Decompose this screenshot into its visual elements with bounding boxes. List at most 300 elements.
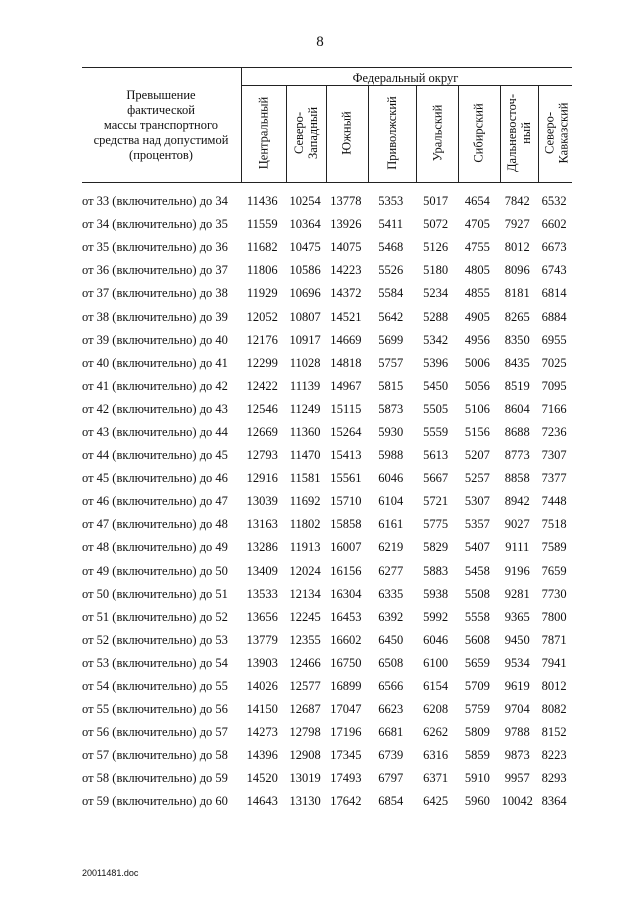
table-cell: 10364 — [289, 217, 321, 232]
table-cell: 12355 — [289, 632, 321, 647]
table-row — [82, 560, 572, 583]
table-row — [82, 213, 572, 236]
table-cell: 5938 — [423, 586, 449, 601]
table-cell: 7518 — [541, 517, 567, 532]
table-cell: 5910 — [464, 771, 490, 786]
table-cell: 7589 — [541, 540, 567, 555]
table-cell: 13778 — [330, 194, 362, 209]
table-cell: 16156 — [330, 563, 362, 578]
table-row — [82, 698, 572, 721]
table-cell: 17642 — [330, 794, 362, 809]
table-cell: 5659 — [464, 655, 490, 670]
table-cell: 5458 — [464, 563, 490, 578]
table-cell: 14075 — [330, 240, 362, 255]
table-cell: 5930 — [378, 424, 404, 439]
row-label: от 36 (включительно) до 37 — [82, 263, 228, 278]
table-cell: 12024 — [289, 563, 321, 578]
table-cell: 5559 — [423, 424, 449, 439]
page-number: 8 — [316, 34, 324, 50]
table-cell: 5859 — [464, 748, 490, 763]
table-cell: 5450 — [423, 378, 449, 393]
table-cell: 8519 — [504, 378, 530, 393]
table-cell: 11028 — [289, 355, 321, 370]
table-cell: 5721 — [423, 494, 449, 509]
table-cell: 4956 — [464, 332, 490, 347]
table-cell: 15264 — [330, 424, 362, 439]
table-cell: 17345 — [330, 748, 362, 763]
table-row — [82, 721, 572, 744]
header-left-line: фактической — [127, 103, 195, 117]
table-cell: 5992 — [423, 609, 449, 624]
table-cell: 12134 — [289, 586, 321, 601]
district-header-text — [385, 96, 399, 170]
table-cell: 12687 — [289, 702, 321, 717]
row-label: от 55 (включительно) до 56 — [82, 702, 228, 717]
table-cell: 14818 — [330, 355, 362, 370]
table-cell: 5126 — [423, 240, 449, 255]
table-cell: 7307 — [541, 448, 567, 463]
table-cell: 9365 — [504, 609, 530, 624]
district-header-text — [542, 103, 570, 164]
district-header-line: Кавказский — [556, 102, 570, 164]
row-label: от 49 (включительно) до 50 — [82, 563, 228, 578]
table-cell: 5608 — [464, 632, 490, 647]
table-cell: 11581 — [289, 471, 321, 486]
table-cell: 8181 — [504, 286, 530, 301]
table-cell: 10042 — [501, 794, 533, 809]
header-column-divider — [286, 85, 287, 182]
table-row — [82, 536, 572, 559]
district-header-line: Уральский — [430, 104, 445, 162]
table-cell: 11929 — [246, 286, 278, 301]
table-cell: 8012 — [504, 240, 530, 255]
table-cell: 8942 — [504, 494, 530, 509]
table-cell: 6392 — [378, 609, 404, 624]
district-header — [240, 86, 286, 180]
table-cell: 6884 — [541, 309, 567, 324]
table-cell: 5960 — [464, 794, 490, 809]
table-cell: 10586 — [289, 263, 321, 278]
table-cell: 5809 — [464, 725, 490, 740]
table-cell: 17047 — [330, 702, 362, 717]
table-cell: 5006 — [464, 355, 490, 370]
table-row — [82, 606, 572, 629]
table-cell: 16304 — [330, 586, 362, 601]
district-header-line: Приволжский — [385, 96, 399, 170]
table-cell: 8435 — [504, 355, 530, 370]
table-cell: 15710 — [330, 494, 362, 509]
header-column-divider — [500, 85, 501, 182]
row-label: от 56 (включительно) до 57 — [82, 725, 228, 740]
header-column-divider — [538, 85, 539, 182]
table-cell: 8364 — [541, 794, 567, 809]
table-cell: 12577 — [289, 679, 321, 694]
table-cell: 6335 — [378, 586, 404, 601]
table-cell: 12793 — [246, 448, 278, 463]
table-cell: 6100 — [423, 655, 449, 670]
table-cell: 13163 — [246, 517, 278, 532]
table-cell: 8152 — [541, 725, 567, 740]
table-cell: 5988 — [378, 448, 404, 463]
table-cell: 15561 — [330, 471, 362, 486]
table-cell: 16602 — [330, 632, 362, 647]
table-cell: 5558 — [464, 609, 490, 624]
table-cell: 6219 — [378, 540, 404, 555]
table-cell: 12908 — [289, 748, 321, 763]
table-cell: 5526 — [378, 263, 404, 278]
table-row — [82, 282, 572, 305]
table-cell: 7166 — [541, 401, 567, 416]
table-cell: 16453 — [330, 609, 362, 624]
table-cell: 6814 — [541, 286, 567, 301]
row-label: от 38 (включительно) до 39 — [82, 309, 228, 324]
table-cell: 9196 — [504, 563, 530, 578]
row-label: от 35 (включительно) до 36 — [82, 240, 228, 255]
table-cell: 12546 — [246, 401, 278, 416]
district-header-line: Западный — [306, 106, 320, 160]
row-label: от 51 (включительно) до 52 — [82, 609, 228, 624]
table-cell: 6955 — [541, 332, 567, 347]
district-header-text — [256, 97, 270, 170]
table-cell: 5757 — [378, 355, 404, 370]
table-cell: 11682 — [246, 240, 278, 255]
row-label: от 40 (включительно) до 41 — [82, 355, 228, 370]
table-cell: 5584 — [378, 286, 404, 301]
district-header-line: ный — [519, 122, 533, 144]
table-row — [82, 259, 572, 282]
table-cell: 6566 — [378, 679, 404, 694]
table-cell: 9788 — [504, 725, 530, 740]
table-cell: 6450 — [378, 632, 404, 647]
table-cell: 5207 — [464, 448, 490, 463]
table-cell: 12466 — [289, 655, 321, 670]
row-label: от 47 (включительно) до 48 — [82, 517, 228, 532]
district-header — [326, 86, 368, 180]
table-cell: 12669 — [246, 424, 278, 439]
header-left-title — [82, 88, 240, 163]
table-cell: 7025 — [541, 355, 567, 370]
table-cell: 10917 — [289, 332, 321, 347]
table-cell: 5288 — [423, 309, 449, 324]
table-cell: 6854 — [378, 794, 404, 809]
header-column-divider — [368, 85, 369, 182]
table-cell: 14150 — [246, 702, 278, 717]
table-cell: 5642 — [378, 309, 404, 324]
row-label: от 44 (включительно) до 45 — [82, 448, 228, 463]
table-cell: 5775 — [423, 517, 449, 532]
table-cell: 5396 — [423, 355, 449, 370]
table-cell: 16899 — [330, 679, 362, 694]
table-cell: 6673 — [541, 240, 567, 255]
table-cell: 8082 — [541, 702, 567, 717]
table-cell: 8688 — [504, 424, 530, 439]
table-cell: 4855 — [464, 286, 490, 301]
table-cell: 5407 — [464, 540, 490, 555]
table-cell: 12052 — [246, 309, 278, 324]
header-column-divider — [458, 85, 459, 182]
table-cell: 9027 — [504, 517, 530, 532]
row-label: от 50 (включительно) до 51 — [82, 586, 228, 601]
table-row — [82, 490, 572, 513]
table-cell: 11249 — [289, 401, 321, 416]
table-cell: 14223 — [330, 263, 362, 278]
table-cell: 11806 — [246, 263, 278, 278]
row-label: от 43 (включительно) до 44 — [82, 424, 228, 439]
table-row — [82, 744, 572, 767]
district-header — [538, 86, 574, 180]
table-cell: 11802 — [289, 517, 321, 532]
table-cell: 7842 — [504, 194, 530, 209]
table-cell: 8012 — [541, 679, 567, 694]
table-cell: 12422 — [246, 378, 278, 393]
district-header-line: Северо- — [292, 111, 306, 155]
table-cell: 11692 — [289, 494, 321, 509]
table-row — [82, 467, 572, 490]
table-cell: 8858 — [504, 471, 530, 486]
footer-filename: 20011481.doc — [82, 868, 139, 878]
table-cell: 9619 — [504, 679, 530, 694]
row-label: от 42 (включительно) до 43 — [82, 401, 228, 416]
table-cell: 13130 — [289, 794, 321, 809]
table-cell: 17493 — [330, 771, 362, 786]
table-cell: 5156 — [464, 424, 490, 439]
table-cell: 13286 — [246, 540, 278, 555]
table-cell: 5508 — [464, 586, 490, 601]
table-cell: 4905 — [464, 309, 490, 324]
table-cell: 7377 — [541, 471, 567, 486]
table-cell: 9534 — [504, 655, 530, 670]
table-row — [82, 375, 572, 398]
table-cell: 6743 — [541, 263, 567, 278]
table-cell: 8350 — [504, 332, 530, 347]
table-row — [82, 398, 572, 421]
table-cell: 6797 — [378, 771, 404, 786]
table-cell: 6532 — [541, 194, 567, 209]
table-row — [82, 190, 572, 213]
district-header-line: Центральный — [256, 96, 271, 170]
table-cell: 8265 — [504, 309, 530, 324]
table-cell: 10807 — [289, 309, 321, 324]
table-cell: 13926 — [330, 217, 362, 232]
table-cell: 9873 — [504, 748, 530, 763]
header-column-divider — [326, 85, 327, 182]
table-cell: 6104 — [378, 494, 404, 509]
row-label: от 45 (включительно) до 46 — [82, 471, 228, 486]
table-cell: 5180 — [423, 263, 449, 278]
table-cell: 7730 — [541, 586, 567, 601]
row-label: от 53 (включительно) до 54 — [82, 655, 228, 670]
table-cell: 6046 — [423, 632, 449, 647]
table-cell: 5411 — [378, 217, 404, 232]
table-cell: 5873 — [378, 401, 404, 416]
row-label: от 37 (включительно) до 38 — [82, 286, 228, 301]
table-cell: 14273 — [246, 725, 278, 740]
table-cell: 12798 — [289, 725, 321, 740]
table-cell: 14967 — [330, 378, 362, 393]
table-cell: 5353 — [378, 194, 404, 209]
table-cell: 5357 — [464, 517, 490, 532]
table-cell: 5709 — [464, 679, 490, 694]
table-cell: 14026 — [246, 679, 278, 694]
table-cell: 12299 — [246, 355, 278, 370]
district-header — [286, 86, 326, 180]
table-cell: 6739 — [378, 748, 404, 763]
table-cell: 13019 — [289, 771, 321, 786]
table-cell: 11360 — [289, 424, 321, 439]
table-cell: 6161 — [378, 517, 404, 532]
table-cell: 13779 — [246, 632, 278, 647]
table-row — [82, 767, 572, 790]
district-header-line: Южный — [340, 111, 355, 155]
row-label: от 41 (включительно) до 42 — [82, 378, 228, 393]
table-cell: 10475 — [289, 240, 321, 255]
table-row — [82, 305, 572, 328]
table-cell: 13409 — [246, 563, 278, 578]
table-cell: 8604 — [504, 401, 530, 416]
table-cell: 15413 — [330, 448, 362, 463]
table-cell: 11436 — [246, 194, 278, 209]
table-cell: 6623 — [378, 702, 404, 717]
table-cell: 14521 — [330, 309, 362, 324]
table-cell: 16750 — [330, 655, 362, 670]
table-cell: 9450 — [504, 632, 530, 647]
table-cell: 5307 — [464, 494, 490, 509]
district-header — [500, 86, 538, 180]
header-left-line: массы транспортного — [103, 118, 219, 132]
data-table — [82, 190, 572, 814]
header-left-line: Превышение — [126, 88, 196, 102]
table-cell: 8293 — [541, 771, 567, 786]
table-cell: 12245 — [289, 609, 321, 624]
table-row — [82, 236, 572, 259]
table-cell: 14643 — [246, 794, 278, 809]
row-label: от 34 (включительно) до 35 — [82, 217, 228, 232]
header-left-line: (процентов) — [129, 148, 193, 162]
table-row — [82, 675, 572, 698]
table-cell: 5699 — [378, 332, 404, 347]
header-left-line: средства над допустимой — [93, 133, 229, 147]
row-label: от 54 (включительно) до 55 — [82, 679, 228, 694]
table-row — [82, 352, 572, 375]
table-cell: 7941 — [541, 655, 567, 670]
district-header-text — [505, 94, 533, 172]
district-header-text — [340, 111, 354, 154]
table-cell: 11913 — [289, 540, 321, 555]
table-cell: 4654 — [464, 194, 490, 209]
table-cell: 16007 — [330, 540, 362, 555]
table-cell: 8773 — [504, 448, 530, 463]
table-cell: 14669 — [330, 332, 362, 347]
table-cell: 5759 — [464, 702, 490, 717]
federal-district-label: Федеральный округ — [352, 71, 459, 85]
table-cell: 5613 — [423, 448, 449, 463]
table-row — [82, 652, 572, 675]
district-header-line: Сибирский — [472, 103, 487, 163]
table-row — [82, 421, 572, 444]
table-cell: 5056 — [464, 378, 490, 393]
table-cell: 7927 — [504, 217, 530, 232]
table-row — [82, 629, 572, 652]
table-row — [82, 444, 572, 467]
district-header — [368, 86, 416, 180]
table-row — [82, 790, 572, 813]
header-top-rule — [82, 67, 572, 68]
row-label: от 33 (включительно) до 34 — [82, 194, 228, 209]
table-cell: 5017 — [423, 194, 449, 209]
table-cell: 5883 — [423, 563, 449, 578]
table-cell: 7800 — [541, 609, 567, 624]
table-cell: 6154 — [423, 679, 449, 694]
table-cell: 5072 — [423, 217, 449, 232]
table-cell: 8096 — [504, 263, 530, 278]
table-cell: 12916 — [246, 471, 278, 486]
table-cell: 13039 — [246, 494, 278, 509]
table-cell: 15858 — [330, 517, 362, 532]
table-cell: 9281 — [504, 586, 530, 601]
table-cell: 6602 — [541, 217, 567, 232]
table-cell: 6371 — [423, 771, 449, 786]
row-label: от 46 (включительно) до 47 — [82, 494, 228, 509]
district-header — [416, 86, 458, 180]
row-label: от 39 (включительно) до 40 — [82, 332, 228, 347]
table-cell: 6508 — [378, 655, 404, 670]
table-cell: 7448 — [541, 494, 567, 509]
table-cell: 5667 — [423, 471, 449, 486]
table-cell: 13903 — [246, 655, 278, 670]
table-cell: 13533 — [246, 586, 278, 601]
table-cell: 6262 — [423, 725, 449, 740]
table-cell: 6316 — [423, 748, 449, 763]
table-cell: 4805 — [464, 263, 490, 278]
table-cell: 10254 — [289, 194, 321, 209]
table-cell: 9111 — [505, 540, 530, 555]
table-row — [82, 329, 572, 352]
table-cell: 5106 — [464, 401, 490, 416]
row-label: от 52 (включительно) до 53 — [82, 632, 228, 647]
table-cell: 11559 — [246, 217, 278, 232]
table-cell: 5468 — [378, 240, 404, 255]
table-cell: 5234 — [423, 286, 449, 301]
district-header — [458, 86, 500, 180]
row-label: от 58 (включительно) до 59 — [82, 771, 228, 786]
table-cell: 10696 — [289, 286, 321, 301]
district-header-line: Северо- — [542, 111, 556, 155]
table-cell: 6681 — [378, 725, 404, 740]
table-cell: 4705 — [464, 217, 490, 232]
row-label: от 48 (включительно) до 49 — [82, 540, 228, 555]
table-cell: 5505 — [423, 401, 449, 416]
header-column-divider — [416, 85, 417, 182]
table-cell: 11139 — [289, 378, 321, 393]
table-cell: 14520 — [246, 771, 278, 786]
table-cell: 5342 — [423, 332, 449, 347]
row-label: от 59 (включительно) до 60 — [82, 794, 228, 809]
table-cell: 6277 — [378, 563, 404, 578]
district-header-text — [430, 105, 444, 162]
table-cell: 11470 — [289, 448, 321, 463]
table-cell: 6046 — [378, 471, 404, 486]
table-cell: 7871 — [541, 632, 567, 647]
table-cell: 8223 — [541, 748, 567, 763]
table-cell: 17196 — [330, 725, 362, 740]
table-cell: 14396 — [246, 748, 278, 763]
table-cell: 7095 — [541, 378, 567, 393]
district-header-text — [292, 107, 320, 159]
table-cell: 5257 — [464, 471, 490, 486]
table-cell: 5815 — [378, 378, 404, 393]
table-cell: 7659 — [541, 563, 567, 578]
table-cell: 14372 — [330, 286, 362, 301]
